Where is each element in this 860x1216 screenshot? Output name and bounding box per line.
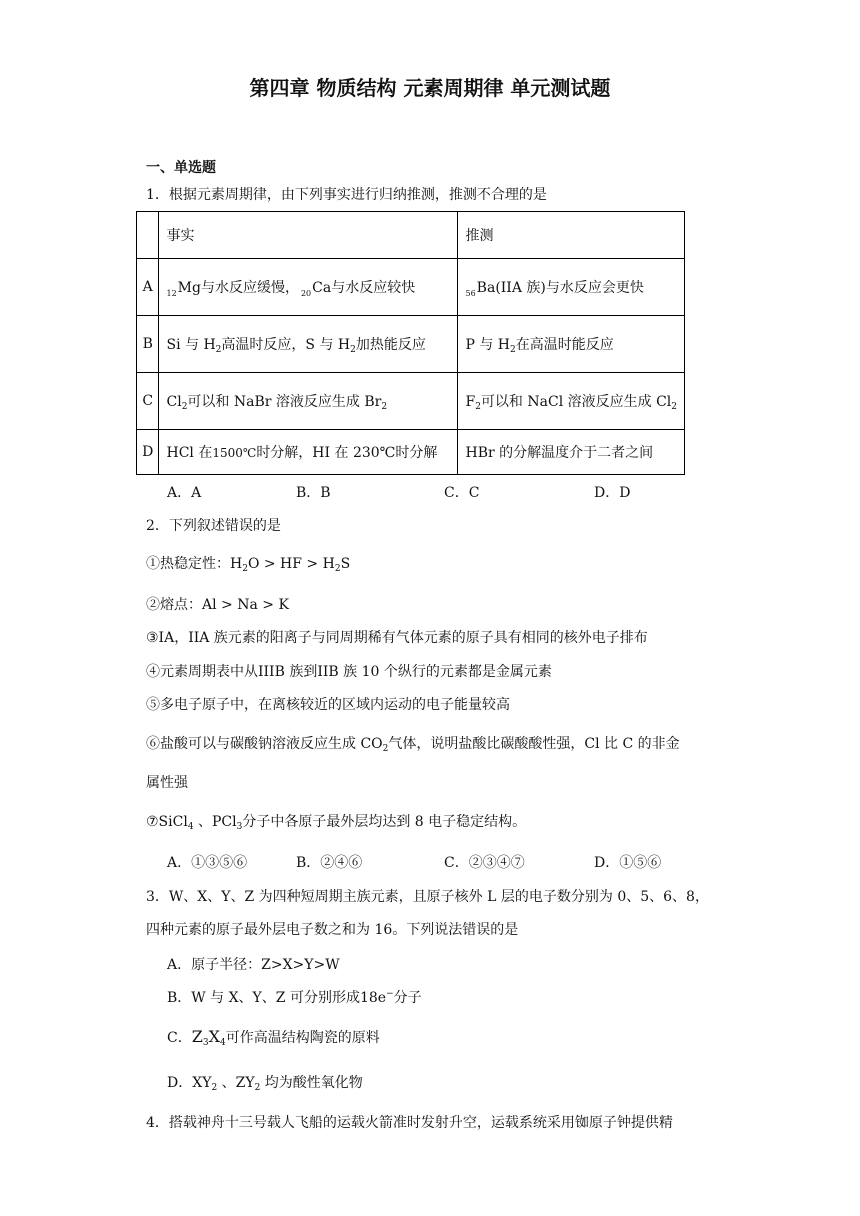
page-title: 第四章 物质结构 元素周期律 单元测试题 — [249, 76, 611, 100]
q1-option-c[interactable]: C．C — [444, 485, 480, 501]
q2-option-b[interactable]: B．②④⑥ — [296, 855, 363, 871]
question-1-stem: 1．根据元素周期律，由下列事实进行归纳推测，推测不合理的是 — [146, 187, 547, 203]
q3-option-d[interactable]: D．$XY_2$ 、$ZY_2$ 均为酸性氧化物 — [167, 1075, 363, 1093]
question-4-stem: 4．搭载神舟十三号载人飞船的运载火箭准时发射升空，运载系统采用铷原子钟提供精 — [146, 1115, 673, 1131]
row-label: A — [137, 259, 159, 316]
table-header-row — [137, 212, 685, 259]
table-row — [137, 373, 685, 430]
fact-cell: Si 与 $H_2$高温时反应，S 与 $H_2$加热能反应 — [159, 316, 458, 373]
statement-5: ⑤多电子原子中，在离核较近的区域内运动的电子能量较高 — [146, 697, 510, 713]
table-row — [137, 430, 685, 475]
table-row — [137, 259, 685, 316]
inference-cell: P 与 $H_2$在高温时能反应 — [458, 316, 685, 373]
statement-6: ⑥盐酸可以与碳酸钠溶液反应生成 $CO_2$气体，说明盐酸比碳酸酸性强，Cl 比 C 的非金 — [146, 736, 680, 754]
q1-option-d[interactable]: D．D — [594, 485, 631, 501]
statement-1: ①热稳定性：$H_2O$ > HF > $H_2S$ — [146, 556, 351, 574]
inference-cell: HBr 的分解温度介于二者之间 — [458, 430, 685, 475]
q3-option-c[interactable]: C．$Z_3X_4$可作高温结构陶瓷的原料 — [167, 1027, 380, 1048]
table-cell-empty — [137, 212, 159, 259]
row-label: C — [137, 373, 159, 430]
q1-option-a[interactable]: A．A — [167, 485, 202, 501]
table-header-inference: 推测 — [458, 212, 685, 259]
inference-cell: $_{56}$Ba(IIA 族)与水反应会更快 — [458, 259, 685, 316]
q2-option-a[interactable]: A．①③⑤⑥ — [167, 855, 248, 871]
fact-cell: HCl 在1500℃时分解，HI 在 230℃时分解 — [159, 430, 458, 475]
q2-option-d[interactable]: D．①⑤⑥ — [594, 855, 662, 871]
statement-2: ②熔点：Al > Na > K — [146, 597, 289, 613]
question-2-stem: 2．下列叙述错误的是 — [146, 518, 281, 534]
question-3-stem-line-2: 四种元素的原子最外层电子数之和为 16。下列说法错误的是 — [146, 922, 519, 938]
statement-7: ⑦SiCl$_4$ 、PCl$_3$分子中各原子最外层均达到 8 电子稳定结构。 — [146, 814, 527, 832]
section-heading: 一、单选题 — [146, 160, 216, 176]
fact-cell: $Cl_2$可以和 NaBr 溶液反应生成 $Br_2$ — [159, 373, 458, 430]
table-header-fact: 事实 — [159, 212, 458, 259]
statement-6-continued: 属性强 — [146, 775, 188, 791]
fact-cell: $_{12}$Mg与水反应缓慢， $_{20}$Ca与水反应较快 — [159, 259, 458, 316]
q1-option-b[interactable]: B．B — [296, 485, 331, 501]
table-row — [137, 316, 685, 373]
statement-4: ④元素周期表中从IIIB 族到IIB 族 10 个纵行的元素都是金属元素 — [146, 664, 552, 680]
row-label: B — [137, 316, 159, 373]
row-label: D — [137, 430, 159, 475]
q2-option-c[interactable]: C．②③④⑦ — [444, 855, 525, 871]
inference-cell: $F_2$可以和 NaCl 溶液反应生成 $Cl_2$ — [458, 373, 685, 430]
question-3-stem-line-1: 3．W、X、Y、Z 为四种短周期主族元素，且原子核外 L 层的电子数分别为 0、5、6、8， — [146, 889, 709, 905]
q3-option-a[interactable]: A．原子半径：Z>X>Y>W — [167, 957, 340, 973]
statement-3: ③IA，IIA 族元素的阳离子与同周期稀有气体元素的原子具有相同的核外电子排布 — [146, 630, 648, 646]
q3-option-b[interactable]: B．W 与 X、Y、Z 可分别形成18e−分子 — [167, 989, 422, 1006]
question-1-table — [136, 211, 685, 475]
